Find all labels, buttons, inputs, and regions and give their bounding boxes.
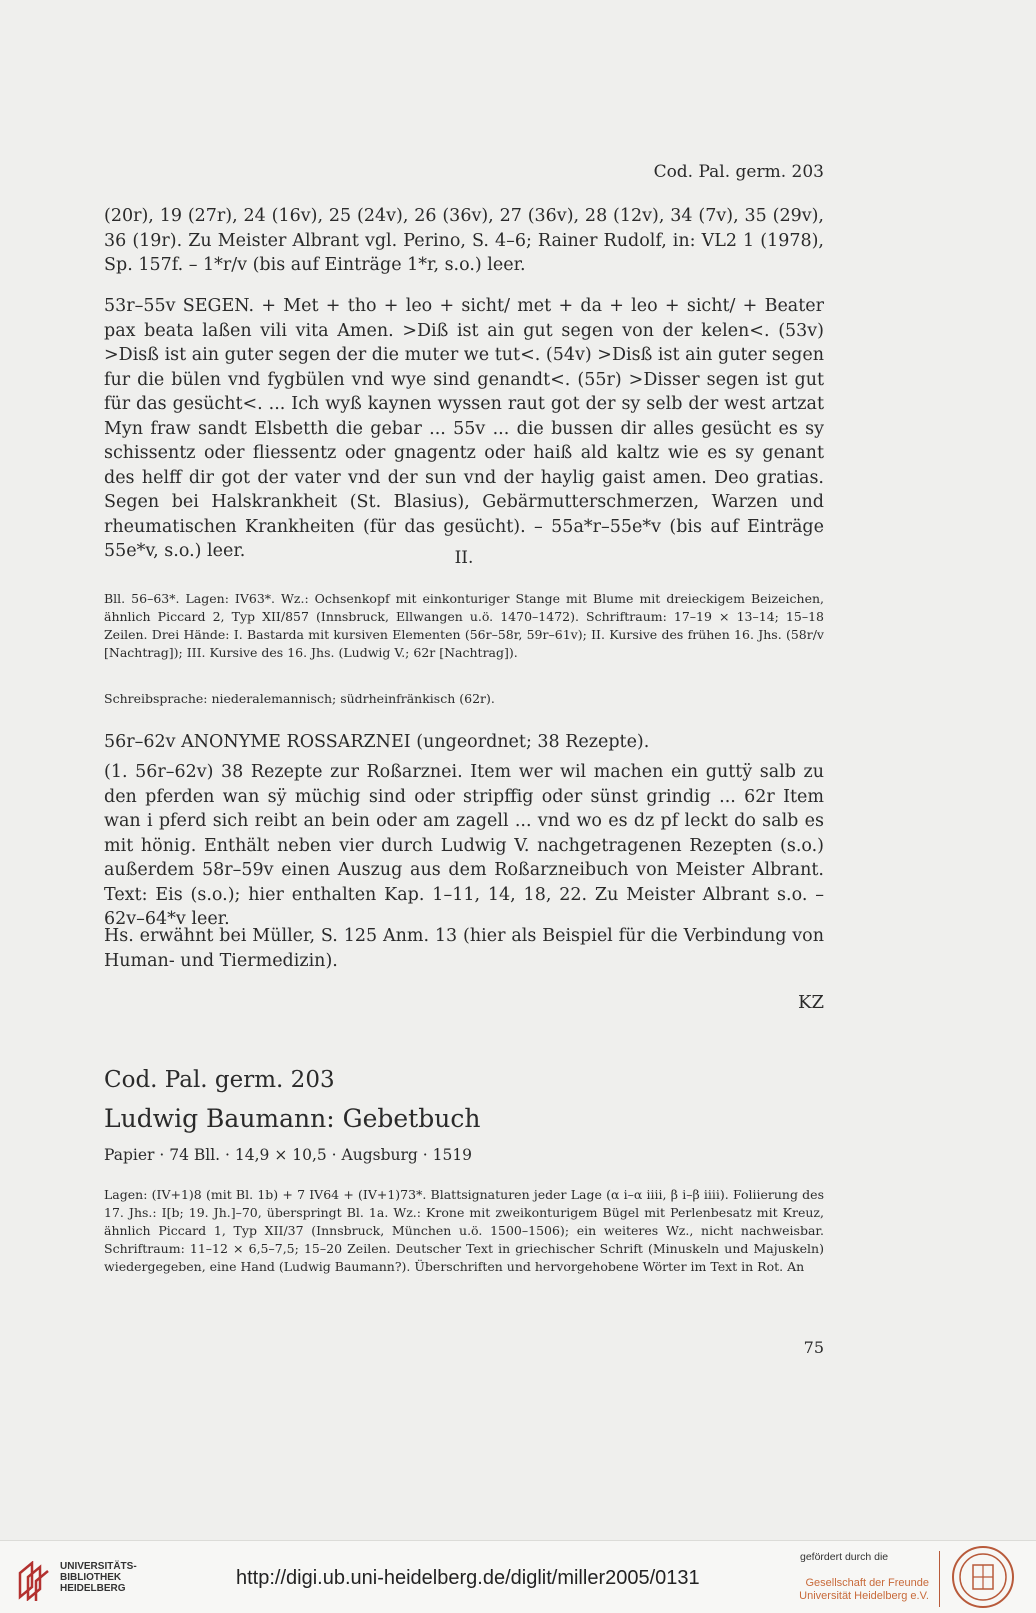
codicological-description bbox=[104, 590, 824, 662]
heading-text: 56r–62v ANONYME ROSSARZNEI (ungeordnet; 38 Rezepte). bbox=[104, 732, 650, 752]
paragraph-text: Bll. 56–63*. Lagen: IV63*. Wz.: Ochsenkopf mit einkonturiger Stange mit Blume mit dreieckigem Beizeichen, ähnlich Piccard 2, Typ XII/857 (Innsbruck, Ellwangen u.ö. 1470–1472). Schriftraum: 17–19 × 13–14; 15–18 Zeilen. Drei Hände: I. Bastarda mit kursiven Elementen (56r–58r, 59r–61v); II. Kursive des frühen 16. Jhs. (58r/v [Nachtrag]); III. Kursive des 16. Jhs. (Ludwig V.; 62r [Nachtrag]). bbox=[104, 591, 824, 660]
paragraph-text: Hs. erwähnt bei Müller, S. 125 Anm. 13 (hier als Beispiel für die Verbindung von Human- und Tiermedizin). bbox=[104, 926, 824, 971]
library-logo-icon bbox=[16, 1561, 52, 1601]
sponsor-name: Gesellschaft der Freunde Universität Heidelberg e.V. bbox=[799, 1577, 929, 1602]
paragraph-literature bbox=[104, 924, 824, 973]
library-name-text: UNIVERSITÄTS- BIBLIOTHEK HEIDELBERG bbox=[60, 1561, 137, 1594]
footer-divider bbox=[939, 1551, 940, 1607]
paragraph-text: (20r), 19 (27r), 24 (16v), 25 (24v), 26 (36v), 27 (36v), 28 (12v), 34 (7v), 35 (29v), 36 (19r). Zu Meister Albrant vgl. Perino, S. 4–6; Rainer Rudolf, in: VL2 1 (1978), Sp. 157f. – 1*r/v (bis auf Einträge 1*r, s.o.) leer. bbox=[104, 206, 824, 275]
viewer-footer bbox=[0, 1540, 1036, 1613]
entry-description bbox=[104, 1186, 824, 1276]
scribal-language bbox=[104, 690, 824, 708]
permalink[interactable]: http://digi.ub.uni-heidelberg.de/diglit/miller2005/0131 bbox=[236, 1567, 700, 1589]
page-number: 75 bbox=[803, 1338, 824, 1357]
paragraph-text: (1. 56r–62v) 38 Rezepte zur Roßarznei. Item wer wil machen ein guttÿ salb zu den pferden wan sÿ müchig sind oder stripffig oder sünst grindig ... 62r Item wan i pferd sich reibt an bein oder am zagell ... vnd wo es dz pf leckt do salb es mit hönig. Enthält neben vier durch Ludwig V. nachgetragenen Rezepten (s.o.) außerdem 58r–59v einen Auszug aus dem Roßarzneibuch von Meister Albrant. Text: Eis (s.o.); hier enthalten Kap. 1–11, 14, 18, 22. Zu Meister Albrant s.o. – 62v–64*v leer. bbox=[104, 762, 824, 929]
sponsor-note: gefördert durch die bbox=[800, 1551, 889, 1563]
entry-title: Cod. Pal. germ. 203 bbox=[104, 1067, 335, 1093]
running-head: Cod. Pal. germ. 203 bbox=[653, 162, 824, 182]
paragraph-sources bbox=[104, 204, 824, 278]
paragraph-text: 53r–55v SEGEN. + Met + tho + leo + sicht/ met + da + leo + sicht/ + Beater pax beata laßen vili vita Amen. >Diß ist ain gut segen von der kelen<. (53v) >Disß ist ain guter segen der die muter we tut<. (54v) >Disß ist ain guter segen fur die bülen vnd fygbülen vnd wye sind genandt<. (55r) >Disser segen ist gut für das gesücht<. ... Ich wyß kaynen wyssen raut got der sy selb der west artzat Myn fraw sandt Elsbetth die gebar ... 55v ... die bussen dir alles gesücht es sy schissentz oder fliessentz oder gnagentz oder haiß ald kaltz wie es sy genant des helff dir got der vater vnd der sun vnd der haylig gaist amen. Deo gratias. Segen bei Halskrankheit (St. Blasius), Gebärmutterschmerzen, Warzen und rheumatischen Krankheiten (für das gesücht). – 55a*r–55e*v (bis auf Einträge 55e*v, s.o.) leer. bbox=[104, 296, 824, 561]
paragraph-segen bbox=[104, 294, 824, 564]
content-heading bbox=[104, 730, 824, 755]
author-initials: KZ bbox=[798, 992, 824, 1013]
paragraph-text: Lagen: (IV+1)8 (mit Bl. 1b) + 7 IV64 + (IV+1)73*. Blattsignaturen jeder Lage (α i–α iiii, β i–β iiii). Foliierung des 17. Jhs.: I[b; 19. Jh.]–70, überspringt Bl. 1a. Wz.: Krone mit zweikonturigem Bügel mit Perlenbesatz mit Kreuz, ähnlich Piccard 1, Typ XII/37 (Innsbruck, München u.ö. 1500–1506); ein weiteres Wz., nicht nachweisbar. Schriftraum: 11–12 × 6,5–7,5; 15–20 Zeilen. Deutscher Text in griechischer Schrift (Minuskeln und Majuskeln) wiedergegeben, eine Hand (Ludwig Baumann?). Überschriften und hervorgehobene Wörter im Text in Rot. An bbox=[104, 1187, 824, 1274]
library-name bbox=[60, 1561, 137, 1594]
entry-meta: Papier · 74 Bll. · 14,9 × 10,5 · Augsburg · 1519 bbox=[104, 1146, 473, 1164]
entry-author-title: Ludwig Baumann: Gebetbuch bbox=[104, 1104, 481, 1133]
university-seal-icon bbox=[951, 1545, 1015, 1609]
paragraph-rossarznei bbox=[104, 760, 824, 932]
paragraph-text: Schreibsprache: niederalemannisch; südrheinfränkisch (62r). bbox=[104, 691, 495, 706]
section-numeral: II. bbox=[454, 548, 474, 568]
